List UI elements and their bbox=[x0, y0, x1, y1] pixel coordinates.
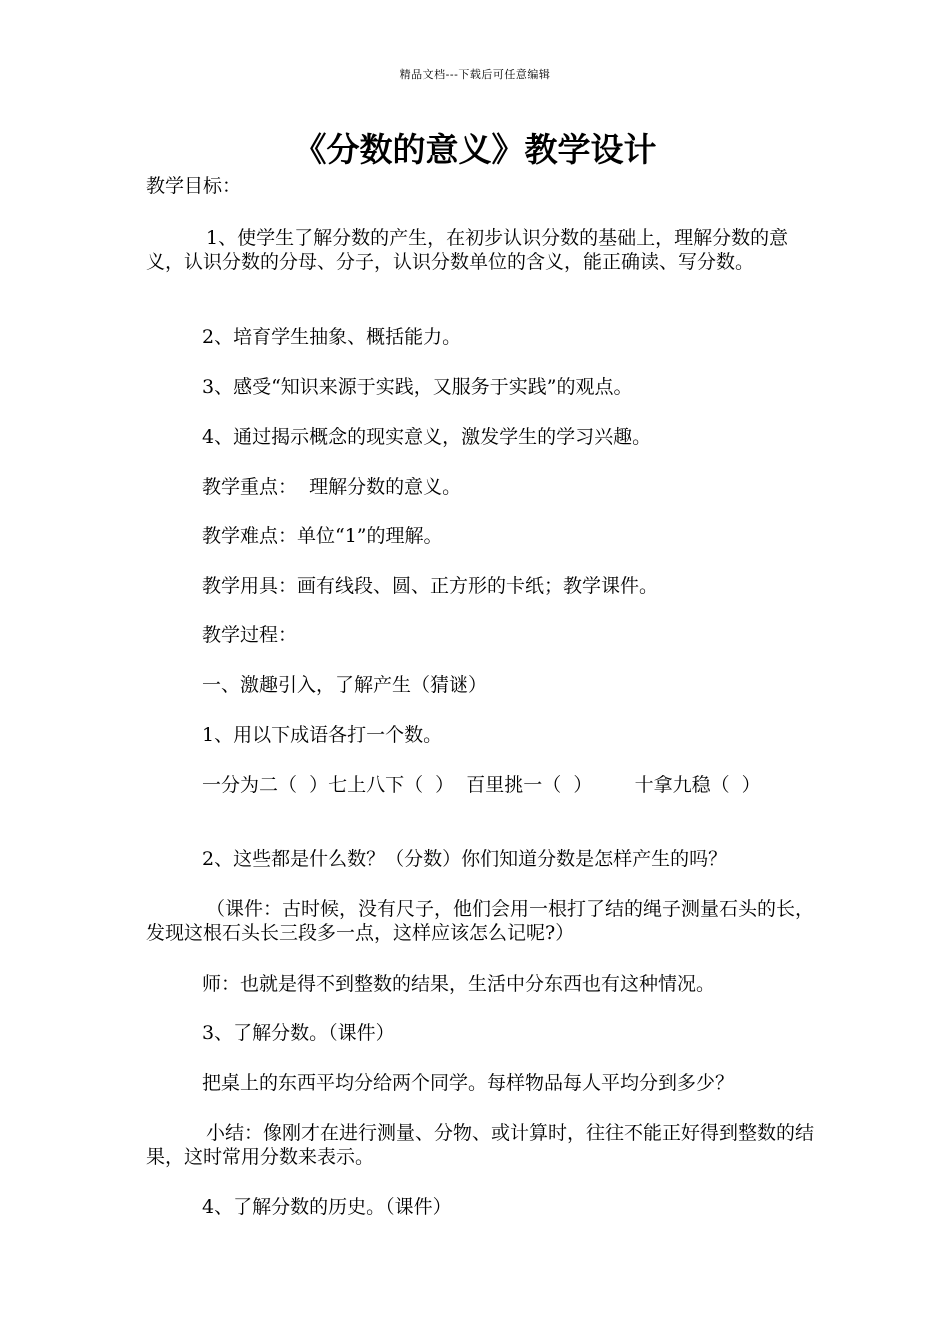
paragraph-teaching-aids: 教学用具：画有线段、圆、正方形的卡纸；教学课件。 bbox=[202, 575, 659, 597]
paragraph-objective-2: 2、培育学生抽象、概括能力。 bbox=[202, 326, 462, 348]
paragraph-difficulty: 教学难点：单位“1”的理解。 bbox=[202, 525, 443, 547]
paragraph-objective-1: 1、使学生了解分数的产生，在初步认识分数的基础上，理解分数的意义，认识分数的分母、分子，认识分数单位的含义，能正确读、写分数。 bbox=[146, 227, 789, 273]
paragraph-objective-4: 4、通过揭示概念的现实意义，激发学生的学习兴趣。 bbox=[202, 426, 652, 448]
paragraph-teacher-remark: 师：也就是得不到整数的结果，生活中分东西也有这种情况。 bbox=[202, 973, 716, 995]
paragraph-objectives-heading: 教学目标： bbox=[146, 175, 242, 197]
paragraph-courseware-story: （课件：古时候，没有尺子，他们会用一根打了结的绳子测量石头的长，发现这根石头长三段多一点，这样应该怎么记呢?） bbox=[146, 898, 815, 944]
document-title: 《分数的意义》教学设计 bbox=[293, 130, 657, 169]
paragraph-idioms: 一分为二（ ）七上八下（ ） 百里挑一（ ） 十拿九稳（ ） bbox=[202, 774, 761, 796]
paragraph-step-1: 1、用以下成语各打一个数。 bbox=[202, 724, 443, 746]
paragraph-objective-3: 3、感受“知识来源于实践，又服务于实践”的观点。 bbox=[202, 376, 633, 398]
paragraph-step-2: 2、这些都是什么数？（分数）你们知道分数是怎样产生的吗？ bbox=[202, 848, 728, 870]
paragraph-summary: 小结：像刚才在进行测量、分物、或计算时，往往不能正好得到整数的结果，这时常用分数来表示。 bbox=[146, 1122, 815, 1168]
paragraph-sharing-task: 把桌上的东西平均分给两个同学。每样物品每人平均分到多少？ bbox=[202, 1072, 735, 1094]
paragraph-step-3: 3、了解分数。（课件） bbox=[202, 1022, 395, 1044]
header-note: 精品文档---下载后可任意编辑 bbox=[399, 68, 551, 81]
paragraph-key-point: 教学重点： 理解分数的意义。 bbox=[202, 476, 462, 498]
paragraph-section-one: 一、激趣引入，了解产生（猜谜） bbox=[202, 674, 488, 696]
paragraph-step-4: 4、了解分数的历史。（课件） bbox=[202, 1196, 452, 1218]
paragraph-process-heading: 教学过程： bbox=[202, 624, 298, 646]
